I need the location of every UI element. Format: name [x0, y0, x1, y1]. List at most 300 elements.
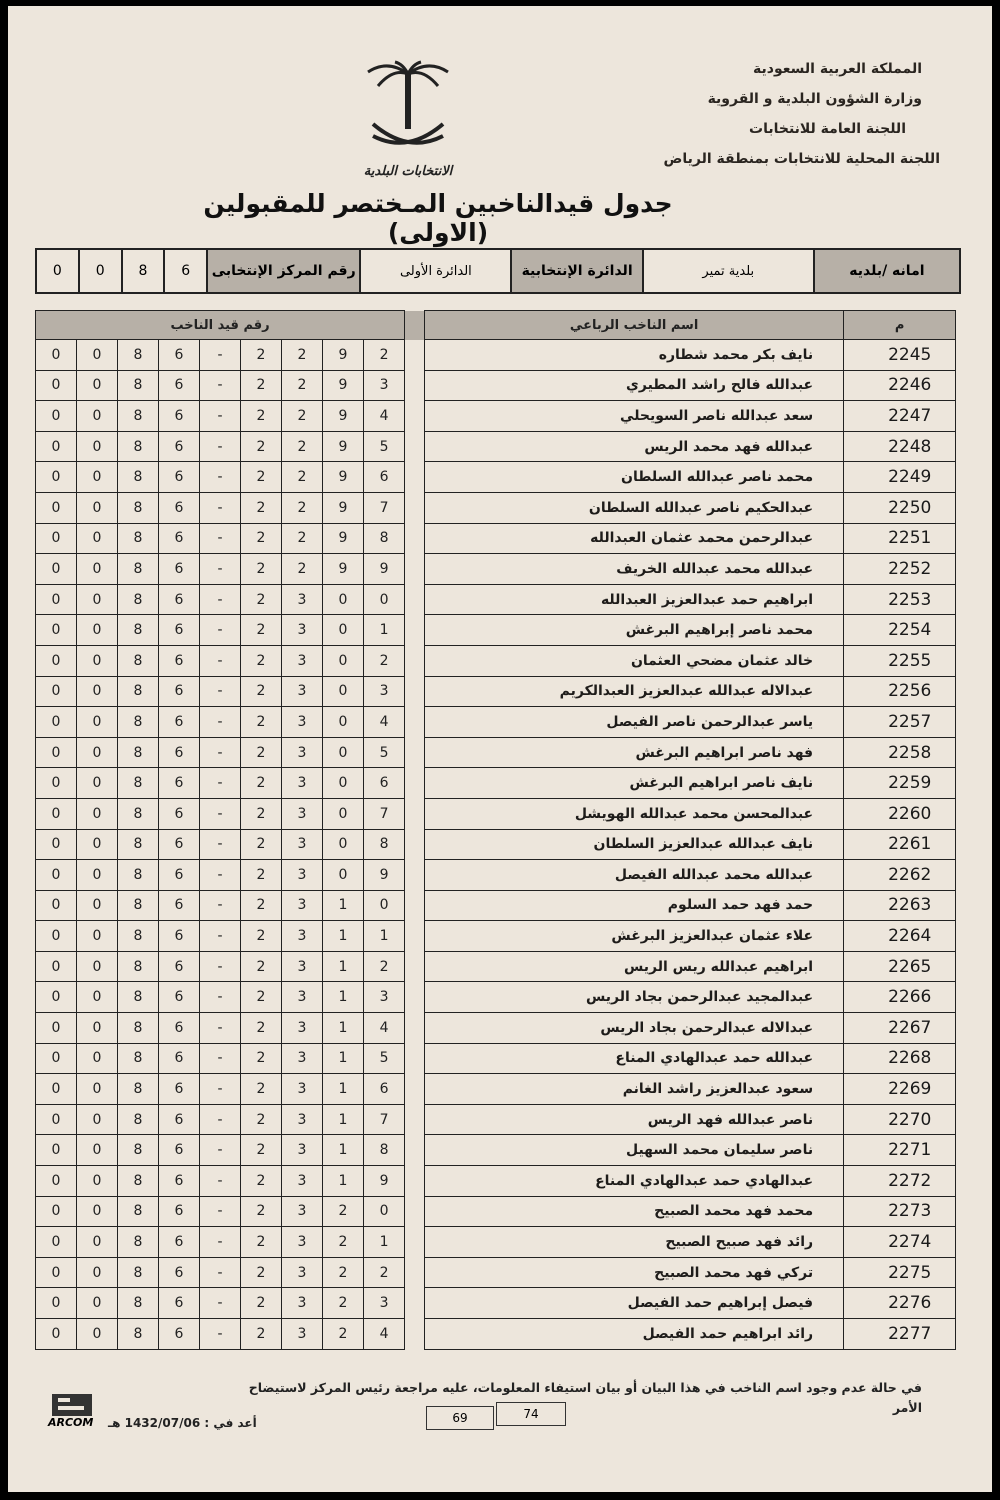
- reg-digit-cell: 2: [282, 462, 323, 493]
- reg-digit-cell: 0: [77, 1013, 118, 1044]
- reg-digit-cell: 3: [282, 860, 323, 891]
- reg-digit-cell: 5: [364, 737, 405, 768]
- reg-digit-cell: 6: [159, 645, 200, 676]
- table-row: [36, 370, 956, 401]
- reg-digit-cell: 0: [77, 584, 118, 615]
- reg-digit-cell: 0: [323, 798, 364, 829]
- reg-digit-cell: 0: [36, 1166, 77, 1197]
- reg-digit-cell: 9: [323, 340, 364, 371]
- row-number-cell: 2277: [844, 1319, 956, 1350]
- reg-digit-cell: 1: [323, 951, 364, 982]
- reg-digit-cell: 2: [241, 982, 282, 1013]
- reg-digit-cell: 0: [36, 492, 77, 523]
- reg-digit-cell: 2: [364, 340, 405, 371]
- row-number-cell: 2253: [844, 584, 956, 615]
- table-row: [36, 951, 956, 982]
- reg-digit-cell: 6: [159, 860, 200, 891]
- voter-name-cell: فهد ناصر ابراهيم البرغش: [425, 737, 844, 768]
- reg-digit-cell: 0: [36, 676, 77, 707]
- reg-digit-cell: -: [200, 645, 241, 676]
- reg-digit-cell: 6: [159, 829, 200, 860]
- row-number-cell: 2251: [844, 523, 956, 554]
- row-number-cell: 2257: [844, 707, 956, 738]
- row-number-cell: 2260: [844, 798, 956, 829]
- table-row: [36, 431, 956, 462]
- reg-digit-cell: 2: [241, 523, 282, 554]
- table-row: [36, 860, 956, 891]
- voter-name-cell: عبدالاله عبدالله عبدالعزيز العبدالكريم: [425, 676, 844, 707]
- page-number-box: 69: [426, 1406, 494, 1430]
- reg-digit-cell: 1: [323, 982, 364, 1013]
- reg-digit-cell: 0: [77, 1074, 118, 1105]
- reg-digit-cell: 8: [118, 615, 159, 646]
- table-row: [36, 890, 956, 921]
- reg-digit-cell: 0: [77, 370, 118, 401]
- reg-digit-cell: 0: [77, 707, 118, 738]
- voter-name-cell: نايف بكر محمد شطاره: [425, 340, 844, 371]
- voter-name-cell: عبدالرحمن محمد عثمان العبدالله: [425, 523, 844, 554]
- reg-digit-cell: 3: [282, 829, 323, 860]
- reg-digit-cell: -: [200, 370, 241, 401]
- reg-digit-cell: -: [200, 1074, 241, 1105]
- reg-digit-cell: 6: [159, 554, 200, 585]
- voter-name-cell: ناصر عبدالله فهد الريس: [425, 1104, 844, 1135]
- reg-digit-cell: -: [200, 1043, 241, 1074]
- reg-digit-cell: 2: [241, 1319, 282, 1350]
- table-row: [36, 1319, 956, 1350]
- reg-digit-cell: 8: [118, 951, 159, 982]
- reg-digit-cell: 0: [77, 860, 118, 891]
- reg-digit-cell: 2: [241, 1166, 282, 1197]
- reg-digit-cell: 6: [159, 1043, 200, 1074]
- table-row: [36, 1257, 956, 1288]
- reg-digit-cell: 0: [36, 523, 77, 554]
- row-number-cell: 2270: [844, 1104, 956, 1135]
- voter-name-cell: ياسر عبدالرحمن ناصر الفيصل: [425, 707, 844, 738]
- reg-digit-cell: 9: [323, 523, 364, 554]
- reg-digit-cell: 6: [159, 615, 200, 646]
- reg-digit-cell: 8: [118, 645, 159, 676]
- reg-digit-cell: 2: [323, 1319, 364, 1350]
- reg-digit-cell: 3: [282, 676, 323, 707]
- reg-digit-cell: 2: [241, 737, 282, 768]
- reg-digit-cell: 6: [159, 401, 200, 432]
- reg-digit-cell: 8: [364, 1135, 405, 1166]
- row-number-cell: 2262: [844, 860, 956, 891]
- reg-digit-cell: 2: [364, 1257, 405, 1288]
- row-number-cell: 2273: [844, 1196, 956, 1227]
- reg-digit-cell: 8: [118, 462, 159, 493]
- row-number-cell: 2264: [844, 921, 956, 952]
- reg-digit-cell: 0: [77, 829, 118, 860]
- center-digit: 0: [78, 250, 121, 292]
- reg-digit-cell: 0: [36, 737, 77, 768]
- header-line-2: وزارة الشؤون البلدية و القروية: [707, 91, 922, 107]
- reg-digit-cell: 2: [241, 1257, 282, 1288]
- reg-digit-cell: 6: [159, 707, 200, 738]
- center-digit: 8: [121, 250, 164, 292]
- reg-digit-cell: 6: [159, 798, 200, 829]
- reg-digit-cell: 3: [282, 1104, 323, 1135]
- table-row: [36, 829, 956, 860]
- header-line-1: المملكة العربية السعودية: [753, 61, 922, 77]
- reg-digit-cell: 3: [364, 370, 405, 401]
- reg-digit-cell: 2: [282, 523, 323, 554]
- voters-table: [35, 310, 955, 1350]
- reg-digit-cell: 0: [36, 554, 77, 585]
- reg-digit-cell: 5: [364, 1043, 405, 1074]
- table-row: [36, 584, 956, 615]
- district-label: الدائرة الإنتخابية: [510, 250, 641, 292]
- table-row: [36, 1166, 956, 1197]
- reg-digit-cell: 0: [36, 890, 77, 921]
- reg-digit-cell: 9: [323, 401, 364, 432]
- reg-digit-cell: 2: [241, 1074, 282, 1105]
- reg-digit-cell: 0: [36, 768, 77, 799]
- reg-digit-cell: -: [200, 1013, 241, 1044]
- reg-digit-cell: 0: [77, 431, 118, 462]
- reg-digit-cell: -: [200, 1135, 241, 1166]
- row-number-cell: 2268: [844, 1043, 956, 1074]
- reg-digit-cell: -: [200, 340, 241, 371]
- reg-digit-cell: 1: [323, 1074, 364, 1105]
- reg-digit-cell: 6: [159, 1135, 200, 1166]
- reg-digit-cell: 2: [241, 829, 282, 860]
- reg-digit-cell: 0: [77, 1227, 118, 1258]
- reg-digit-cell: 3: [282, 1074, 323, 1105]
- voter-name-cell: سعود عبدالعزيز راشد الغانم: [425, 1074, 844, 1105]
- reg-digit-cell: 0: [36, 615, 77, 646]
- voter-name-cell: عبدالحكيم ناصر عبدالله السلطان: [425, 492, 844, 523]
- reg-digit-cell: 3: [282, 1043, 323, 1074]
- reg-digit-cell: 0: [364, 890, 405, 921]
- voter-name-cell: عبدالهادي حمد عبدالهادي المناع: [425, 1166, 844, 1197]
- reg-digit-cell: -: [200, 523, 241, 554]
- voter-name-cell: عبدالمحسن محمد عبدالله الهويشل: [425, 798, 844, 829]
- reg-digit-cell: 3: [282, 615, 323, 646]
- reg-digit-cell: 0: [77, 492, 118, 523]
- reg-digit-cell: 3: [282, 737, 323, 768]
- reg-digit-cell: 3: [282, 1257, 323, 1288]
- reg-digit-cell: 8: [118, 1166, 159, 1197]
- voter-name-cell: خالد عثمان مضحي العثمان: [425, 645, 844, 676]
- ministry-header: [622, 54, 940, 174]
- row-number-cell: 2275: [844, 1257, 956, 1288]
- voter-name-cell: فيصل إبراهيم حمد الفيصل: [425, 1288, 844, 1319]
- reg-digit-cell: 8: [118, 890, 159, 921]
- reg-digit-cell: 8: [118, 584, 159, 615]
- reg-digit-cell: 4: [364, 1013, 405, 1044]
- reg-digit-cell: -: [200, 554, 241, 585]
- reg-digit-cell: 6: [159, 340, 200, 371]
- reg-digit-cell: 0: [36, 584, 77, 615]
- reg-digit-cell: -: [200, 1288, 241, 1319]
- reg-digit-cell: 3: [282, 1013, 323, 1044]
- table-body: [36, 340, 956, 1350]
- reg-digit-cell: 0: [36, 1013, 77, 1044]
- reg-digit-cell: 2: [241, 1288, 282, 1319]
- reg-digit-cell: 6: [159, 1288, 200, 1319]
- reg-digit-cell: 8: [118, 401, 159, 432]
- reg-digit-cell: 0: [77, 768, 118, 799]
- reg-digit-cell: 0: [77, 982, 118, 1013]
- reg-digit-cell: 9: [364, 860, 405, 891]
- reg-digit-cell: 0: [323, 615, 364, 646]
- reg-digit-cell: 6: [159, 951, 200, 982]
- district-value: الدائرة الأولى: [359, 250, 510, 292]
- reg-digit-cell: 8: [118, 1104, 159, 1135]
- reg-digit-cell: 0: [323, 584, 364, 615]
- reg-digit-cell: -: [200, 584, 241, 615]
- voter-name-cell: تركي فهد محمد الصبيح: [425, 1257, 844, 1288]
- reg-digit-cell: 0: [36, 1288, 77, 1319]
- reg-digit-cell: 0: [36, 982, 77, 1013]
- amana-label: امانه /بلديه: [813, 250, 959, 292]
- voter-name-cell: ابراهيم عبدالله ريس الريس: [425, 951, 844, 982]
- reg-digit-cell: 2: [282, 431, 323, 462]
- reg-digit-cell: 7: [364, 798, 405, 829]
- voter-name-cell: عبدالمجيد عبدالرحمن بجاد الريس: [425, 982, 844, 1013]
- reg-digit-cell: 9: [323, 462, 364, 493]
- reg-digit-cell: 0: [323, 737, 364, 768]
- reg-digit-cell: 0: [77, 554, 118, 585]
- reg-digit-cell: 8: [118, 707, 159, 738]
- reg-digit-cell: 6: [159, 1196, 200, 1227]
- voter-name-cell: عبدالله محمد عبدالله الخريف: [425, 554, 844, 585]
- row-number-cell: 2259: [844, 768, 956, 799]
- table-row: [36, 401, 956, 432]
- row-number-cell: 2267: [844, 1013, 956, 1044]
- reg-digit-cell: 2: [241, 584, 282, 615]
- reg-digit-cell: 3: [364, 1288, 405, 1319]
- reg-digit-cell: 6: [159, 1319, 200, 1350]
- reg-digit-cell: 0: [77, 1319, 118, 1350]
- reg-digit-cell: 0: [36, 1043, 77, 1074]
- reg-digit-cell: 9: [364, 554, 405, 585]
- reg-digit-cell: 2: [323, 1227, 364, 1258]
- reg-digit-cell: 3: [282, 921, 323, 952]
- reg-digit-cell: 0: [323, 645, 364, 676]
- reg-digit-cell: 3: [364, 676, 405, 707]
- reg-digit-cell: 6: [364, 1074, 405, 1105]
- row-number-cell: 2246: [844, 370, 956, 401]
- table-row: [36, 707, 956, 738]
- reg-digit-cell: 6: [159, 768, 200, 799]
- reg-digit-cell: 8: [118, 860, 159, 891]
- reg-digit-cell: 2: [241, 798, 282, 829]
- header-line-3: اللجنة العامة للانتخابات: [749, 121, 906, 137]
- reg-digit-cell: 8: [118, 798, 159, 829]
- table-row: [36, 1196, 956, 1227]
- reg-digit-cell: -: [200, 1227, 241, 1258]
- row-number-cell: 2272: [844, 1166, 956, 1197]
- reg-digit-cell: 1: [323, 1104, 364, 1135]
- reg-digit-cell: 3: [282, 1196, 323, 1227]
- reg-digit-cell: 8: [118, 1043, 159, 1074]
- reg-digit-cell: 1: [364, 921, 405, 952]
- reg-digit-cell: 2: [241, 401, 282, 432]
- reg-digit-cell: 0: [36, 798, 77, 829]
- reg-digit-cell: 0: [36, 921, 77, 952]
- page-title: جدول قيدالناخبين المـختصر للمقبولين (الاولى): [203, 189, 673, 247]
- amana-value: بلدية تمير: [642, 250, 813, 292]
- reg-digit-cell: 3: [282, 1166, 323, 1197]
- table-row: [36, 982, 956, 1013]
- reg-digit-cell: -: [200, 1257, 241, 1288]
- reg-digit-cell: 2: [282, 554, 323, 585]
- reg-digit-cell: 3: [282, 707, 323, 738]
- voter-name-cell: محمد فهد محمد الصبيح: [425, 1196, 844, 1227]
- reg-digit-cell: 2: [241, 462, 282, 493]
- reg-digit-cell: 3: [282, 1135, 323, 1166]
- reg-digit-cell: 9: [323, 370, 364, 401]
- reg-digit-cell: 6: [159, 890, 200, 921]
- reg-digit-cell: 0: [77, 890, 118, 921]
- table-row: [36, 1043, 956, 1074]
- reg-digit-cell: 0: [77, 676, 118, 707]
- row-number-cell: 2247: [844, 401, 956, 432]
- reg-number-header: رقم قيد الناخب: [36, 311, 405, 340]
- reg-digit-cell: 9: [323, 554, 364, 585]
- voter-name-cell: علاء عثمان عبدالعزيز البرغش: [425, 921, 844, 952]
- reg-digit-cell: 8: [118, 921, 159, 952]
- reg-digit-cell: 4: [364, 401, 405, 432]
- reg-digit-cell: -: [200, 890, 241, 921]
- reg-digit-cell: 0: [323, 829, 364, 860]
- reg-digit-cell: 1: [323, 921, 364, 952]
- reg-digit-cell: 2: [241, 1135, 282, 1166]
- reg-digit-cell: -: [200, 737, 241, 768]
- row-number-cell: 2265: [844, 951, 956, 982]
- reg-digit-cell: 3: [282, 1227, 323, 1258]
- table-row: [36, 1013, 956, 1044]
- reg-digit-cell: 0: [323, 768, 364, 799]
- reg-digit-cell: 0: [323, 707, 364, 738]
- reg-digit-cell: 3: [282, 768, 323, 799]
- table-row: [36, 1135, 956, 1166]
- voter-name-cell: عبدالله فهد محمد الريس: [425, 431, 844, 462]
- reg-digit-cell: 3: [282, 1288, 323, 1319]
- reg-digit-cell: -: [200, 492, 241, 523]
- reg-digit-cell: 8: [364, 523, 405, 554]
- reg-digit-cell: 0: [36, 1257, 77, 1288]
- reg-digit-cell: 0: [364, 584, 405, 615]
- table-row: [36, 1288, 956, 1319]
- table-row: [36, 492, 956, 523]
- reg-digit-cell: 2: [241, 951, 282, 982]
- center-digit: 6: [163, 250, 206, 292]
- reg-digit-cell: 0: [77, 1288, 118, 1319]
- reg-digit-cell: 3: [282, 982, 323, 1013]
- table-row: [36, 1227, 956, 1258]
- reg-digit-cell: 0: [77, 1104, 118, 1135]
- row-number-cell: 2254: [844, 615, 956, 646]
- voter-name-cell: حمد فهد حمد السلوم: [425, 890, 844, 921]
- reg-digit-cell: 0: [77, 951, 118, 982]
- reg-digit-cell: 8: [118, 676, 159, 707]
- reg-digit-cell: 2: [241, 768, 282, 799]
- reg-digit-cell: 0: [77, 798, 118, 829]
- reg-digit-cell: 2: [364, 951, 405, 982]
- reg-digit-cell: 1: [364, 1227, 405, 1258]
- reg-digit-cell: 0: [77, 737, 118, 768]
- reg-digit-cell: 7: [364, 1104, 405, 1135]
- reg-digit-cell: 0: [36, 707, 77, 738]
- reg-digit-cell: 6: [364, 462, 405, 493]
- reg-digit-cell: 6: [159, 584, 200, 615]
- row-number-cell: 2248: [844, 431, 956, 462]
- reg-digit-cell: 6: [159, 921, 200, 952]
- table-row: [36, 768, 956, 799]
- reg-digit-cell: 8: [118, 829, 159, 860]
- row-number-cell: 2263: [844, 890, 956, 921]
- table-row: [36, 1104, 956, 1135]
- reg-digit-cell: 6: [159, 492, 200, 523]
- reg-digit-cell: 0: [36, 860, 77, 891]
- document-page: [8, 6, 992, 1492]
- table-row: [36, 798, 956, 829]
- reg-digit-cell: 6: [159, 982, 200, 1013]
- reg-digit-cell: 0: [77, 462, 118, 493]
- header-line-4: اللجنة المحلية للانتخابات بمنطقة الرياض: [663, 151, 940, 167]
- reg-digit-cell: 6: [159, 1166, 200, 1197]
- reg-digit-cell: 8: [118, 431, 159, 462]
- reg-digit-cell: 0: [77, 1257, 118, 1288]
- reg-digit-cell: 2: [323, 1257, 364, 1288]
- voter-name-cell: محمد ناصر إبراهيم البرغش: [425, 615, 844, 646]
- reg-digit-cell: 0: [36, 462, 77, 493]
- reg-digit-cell: 0: [36, 401, 77, 432]
- reg-digit-cell: 6: [159, 1257, 200, 1288]
- reg-digit-cell: 1: [323, 1135, 364, 1166]
- reg-digit-cell: 3: [282, 584, 323, 615]
- reg-digit-cell: 0: [77, 1135, 118, 1166]
- table-row: [36, 921, 956, 952]
- reg-digit-cell: 0: [323, 860, 364, 891]
- row-number-cell: 2250: [844, 492, 956, 523]
- reg-digit-cell: 2: [241, 1013, 282, 1044]
- reg-digit-cell: 2: [241, 890, 282, 921]
- reg-digit-cell: 2: [241, 554, 282, 585]
- reg-digit-cell: 0: [77, 615, 118, 646]
- reg-digit-cell: 3: [282, 951, 323, 982]
- reg-digit-cell: 2: [241, 676, 282, 707]
- table-row: [36, 645, 956, 676]
- reg-digit-cell: 2: [241, 1043, 282, 1074]
- reg-digit-cell: 5: [364, 431, 405, 462]
- voter-name-cell: ناصر سليمان محمد السهيل: [425, 1135, 844, 1166]
- voter-name-cell: رائد فهد صبيح الصبيح: [425, 1227, 844, 1258]
- voter-name-cell: سعد عبدالله ناصر السويحلي: [425, 401, 844, 432]
- reg-digit-cell: 6: [159, 462, 200, 493]
- reg-digit-cell: 0: [36, 1135, 77, 1166]
- reg-digit-cell: -: [200, 1319, 241, 1350]
- reg-digit-cell: 6: [159, 1074, 200, 1105]
- reg-digit-cell: 0: [36, 1104, 77, 1135]
- reg-digit-cell: 6: [159, 523, 200, 554]
- reg-digit-cell: -: [200, 829, 241, 860]
- reg-digit-cell: 3: [282, 890, 323, 921]
- reg-digit-cell: 0: [36, 431, 77, 462]
- row-number-cell: 2271: [844, 1135, 956, 1166]
- reg-digit-cell: 7: [364, 492, 405, 523]
- reg-digit-cell: 4: [364, 1319, 405, 1350]
- reg-digit-cell: 2: [364, 645, 405, 676]
- reg-digit-cell: 6: [159, 1104, 200, 1135]
- table-row: [36, 523, 956, 554]
- voter-name-cell: رائد ابراهيم حمد الفيصل: [425, 1319, 844, 1350]
- reg-digit-cell: 8: [118, 554, 159, 585]
